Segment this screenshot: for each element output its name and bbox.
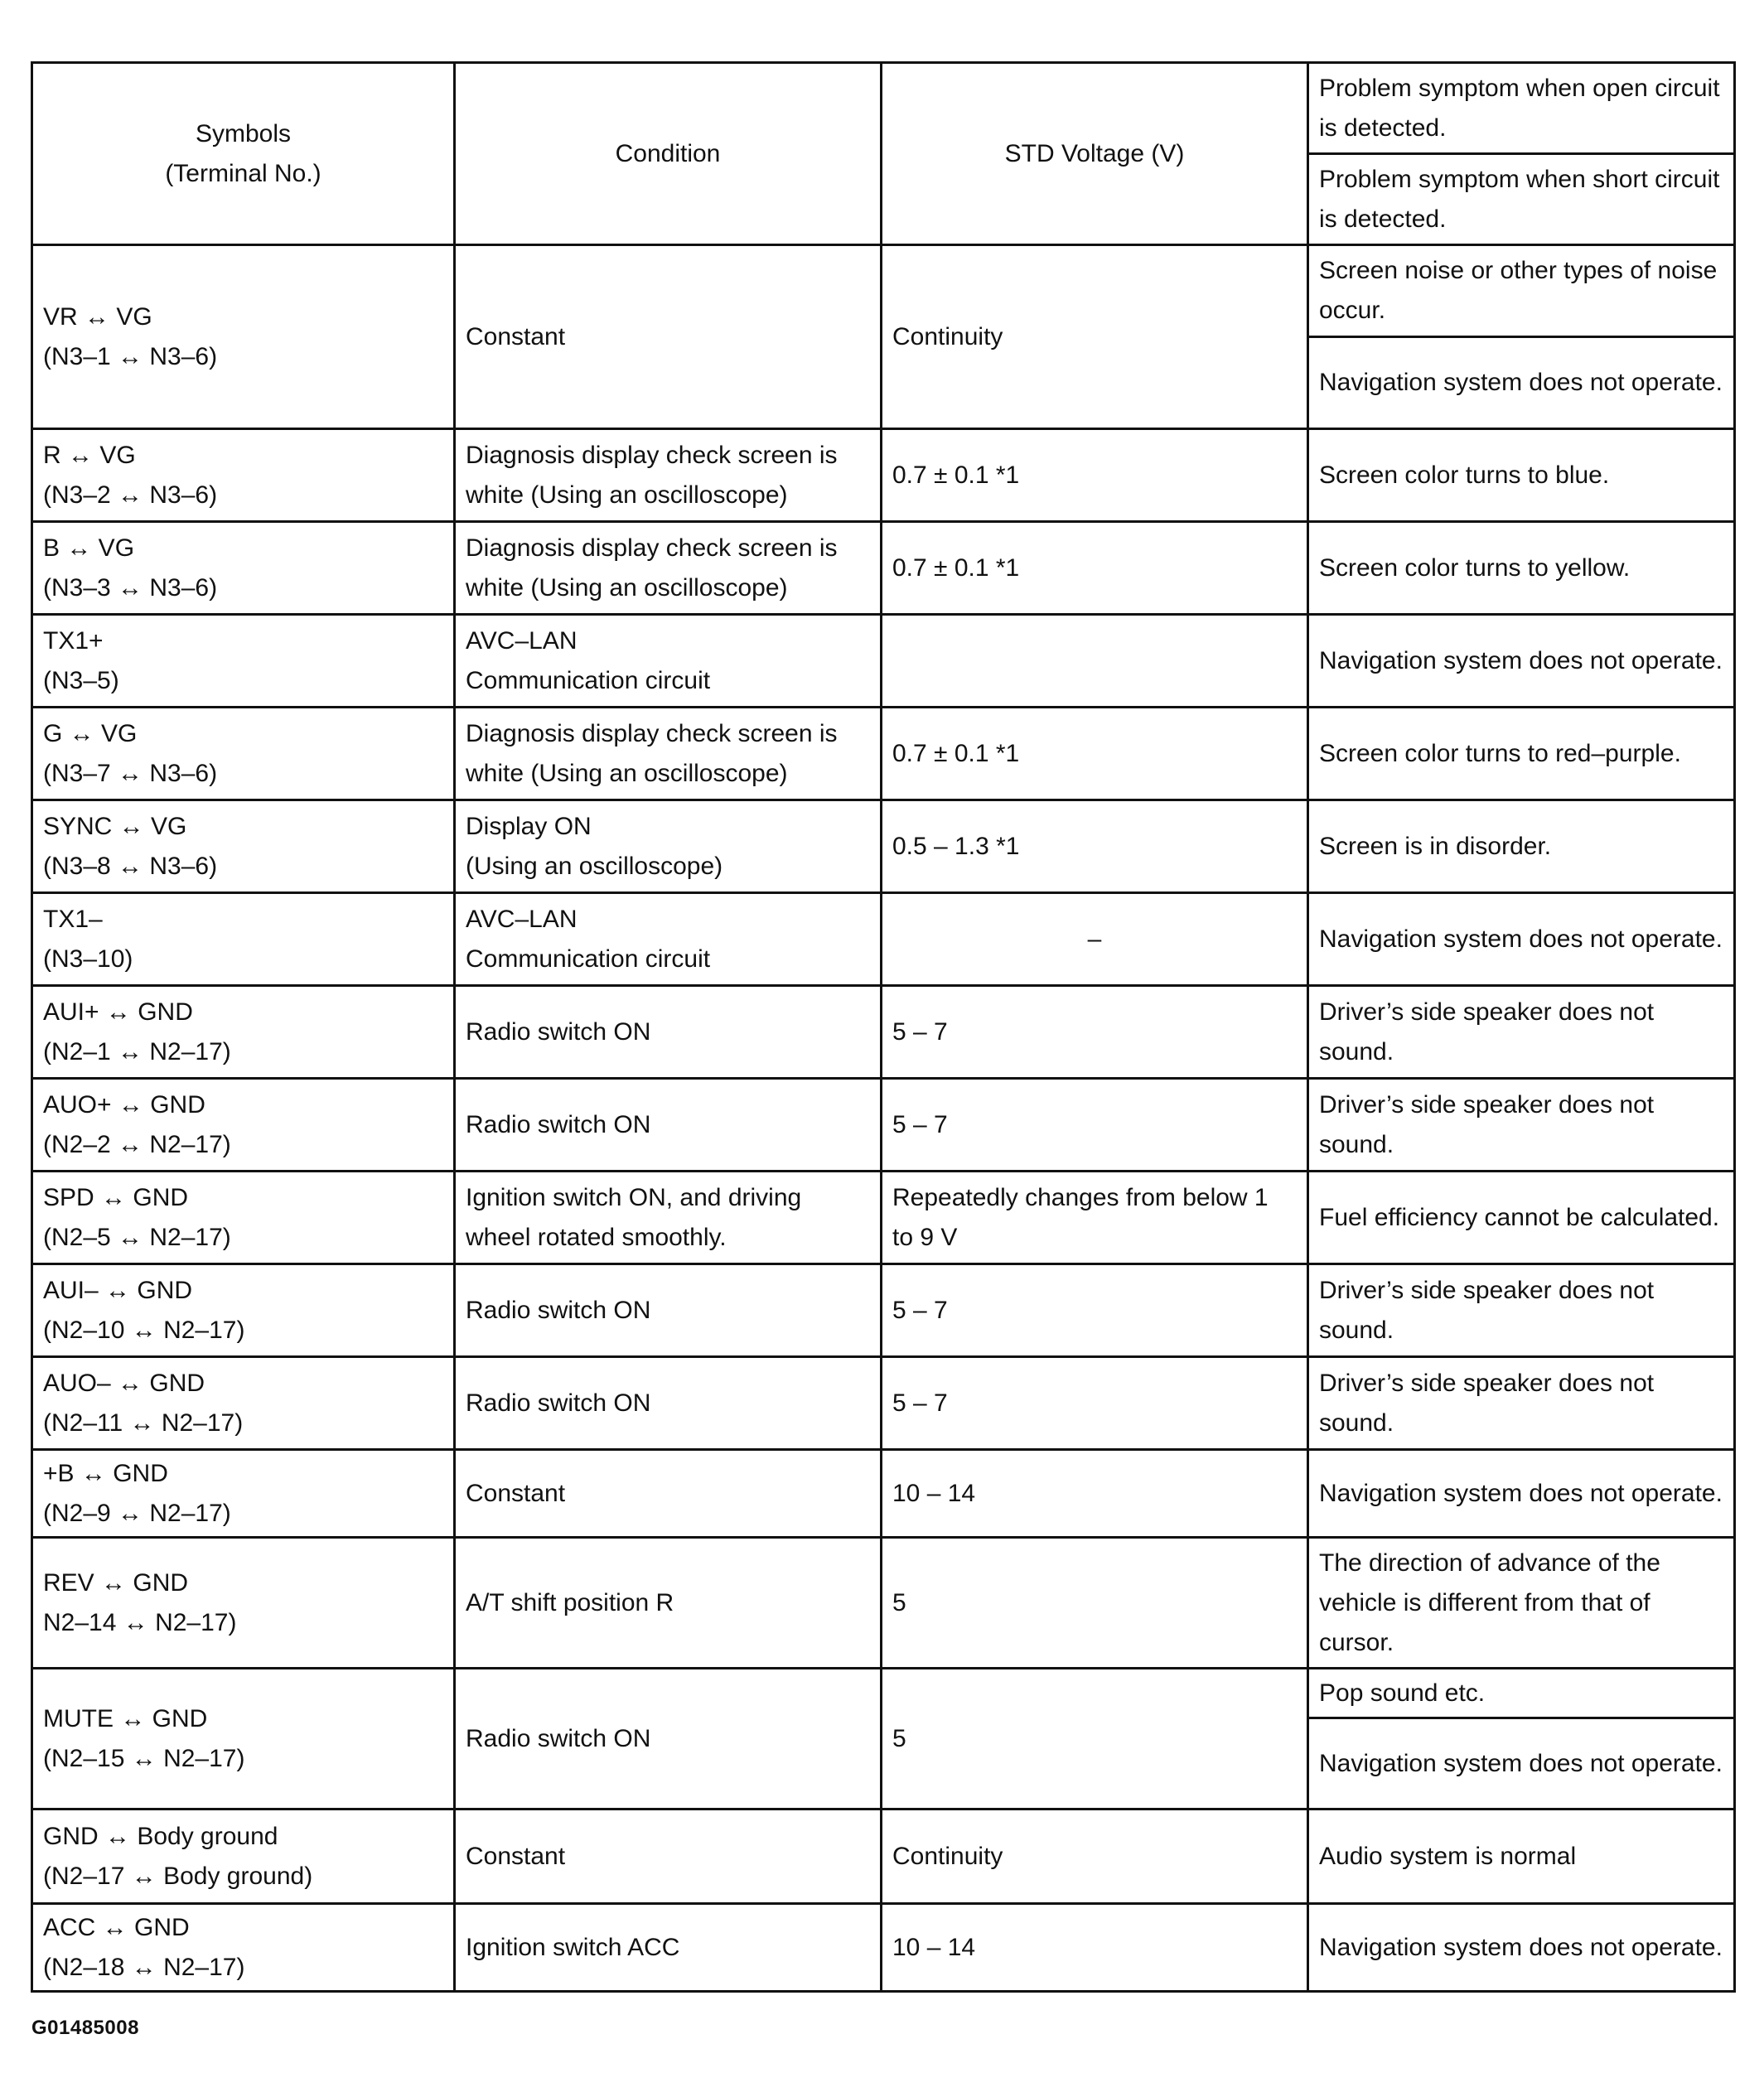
- cell-symbol: [32, 1810, 455, 1904]
- cell-symptom: Navigation system does not operate.: [1308, 337, 1735, 429]
- table-row: [32, 1810, 1735, 1904]
- symbol-line: (N2–1 ↔ N2–17): [43, 1037, 231, 1065]
- cell-condition: [455, 245, 882, 429]
- symbol-line: (N2–5 ↔ N2–17): [43, 1223, 231, 1251]
- symbol-line: SYNC ↔ VG: [43, 812, 187, 840]
- cell-symptom: Navigation system does not operate.: [1308, 893, 1735, 986]
- condition-line: Diagnosis display check screen is: [466, 534, 838, 562]
- voltage-line: Repeatedly changes from below 1: [892, 1183, 1269, 1211]
- cell-symptom: Screen color turns to yellow.: [1308, 522, 1735, 615]
- cell-voltage: [882, 1172, 1308, 1264]
- cell-symptom: Navigation system does not operate.: [1308, 1718, 1735, 1810]
- cell-symptom: The direction of advance of the vehicle is different from that of cursor.: [1308, 1538, 1735, 1669]
- cell-condition: [455, 1079, 882, 1172]
- symbol-line: TX1+: [43, 626, 104, 655]
- header-symbols-line1: Symbols: [195, 119, 292, 147]
- table-row: [32, 429, 1735, 522]
- voltage-line: Continuity: [892, 322, 1003, 350]
- cell-voltage: [882, 1669, 1308, 1810]
- symbol-line: (N3–3 ↔ N3–6): [43, 573, 218, 602]
- cell-symptom: Pop sound etc.: [1308, 1669, 1735, 1718]
- condition-line: Constant: [466, 1479, 566, 1507]
- cell-symptom: Audio system is normal: [1308, 1810, 1735, 1904]
- symbol-line: REV ↔ GND: [43, 1568, 189, 1597]
- table-row: [32, 1079, 1735, 1172]
- cell-symbol: [32, 800, 455, 893]
- table-row: [32, 1264, 1735, 1357]
- symbol-line: N2–14 ↔ N2–17): [43, 1608, 237, 1636]
- header-std-voltage: STD Voltage (V): [882, 63, 1308, 245]
- cell-voltage: [882, 1904, 1308, 1992]
- symbol-line: AUO+ ↔ GND: [43, 1090, 205, 1119]
- voltage-line: 0.7 ± 0.1 *1: [892, 739, 1020, 767]
- voltage-line: 0.5 – 1.3 *1: [892, 832, 1020, 860]
- voltage-line: 0.7 ± 0.1 *1: [892, 553, 1020, 582]
- condition-line: Radio switch ON: [466, 1110, 651, 1138]
- cell-condition: [455, 522, 882, 615]
- cell-voltage: [882, 245, 1308, 429]
- voltage-line: 5: [892, 1724, 906, 1752]
- cell-symbol: [32, 1357, 455, 1450]
- cell-symptom: Navigation system does not operate.: [1308, 1904, 1735, 1992]
- cell-symbol: [32, 615, 455, 708]
- cell-symbol: [32, 708, 455, 800]
- header-row: [32, 63, 1735, 154]
- header-symbols: [32, 63, 455, 245]
- voltage-line: 0.7 ± 0.1 *1: [892, 461, 1020, 489]
- symbol-line: ACC ↔ GND: [43, 1913, 190, 1941]
- condition-line: Radio switch ON: [466, 1389, 651, 1417]
- condition-line: Constant: [466, 322, 566, 350]
- condition-line: Ignition switch ACC: [466, 1933, 680, 1961]
- cell-symptom: Driver’s side speaker does not sound.: [1308, 1357, 1735, 1450]
- cell-symbol: [32, 1538, 455, 1669]
- cell-voltage: [882, 615, 1308, 708]
- cell-condition: [455, 429, 882, 522]
- symbol-line: TX1–: [43, 905, 103, 933]
- cell-condition: [455, 1810, 882, 1904]
- condition-line: (Using an oscilloscope): [466, 852, 723, 880]
- condition-line: wheel rotated smoothly.: [466, 1223, 727, 1251]
- cell-voltage: [882, 800, 1308, 893]
- header-symbols-line2: (Terminal No.): [165, 159, 321, 187]
- terminal-voltage-table: [31, 61, 1736, 1993]
- table-row: [32, 893, 1735, 986]
- cell-symptom: Screen color turns to red–purple.: [1308, 708, 1735, 800]
- table-row: [32, 1172, 1735, 1264]
- condition-line: Display ON: [466, 812, 592, 840]
- cell-symptom: Driver’s side speaker does not sound.: [1308, 1079, 1735, 1172]
- symbol-line: G ↔ VG: [43, 719, 138, 747]
- condition-line: Diagnosis display check screen is: [466, 441, 838, 469]
- cell-symptom: Navigation system does not operate.: [1308, 1450, 1735, 1538]
- cell-condition: [455, 800, 882, 893]
- cell-voltage: [882, 1538, 1308, 1669]
- condition-line: Communication circuit: [466, 945, 711, 973]
- header-symptom-short: Problem symptom when short circuit is detected.: [1308, 154, 1735, 245]
- cell-symptom: Screen color turns to blue.: [1308, 429, 1735, 522]
- cell-symptom: Navigation system does not operate.: [1308, 615, 1735, 708]
- table-row: [32, 1538, 1735, 1669]
- symbol-line: (N2–2 ↔ N2–17): [43, 1130, 231, 1158]
- symbol-line: AUI+ ↔ GND: [43, 998, 193, 1026]
- cell-symbol: [32, 1264, 455, 1357]
- symbol-line: B ↔ VG: [43, 534, 135, 562]
- symbol-line: (N2–18 ↔ N2–17): [43, 1953, 245, 1981]
- cell-symbol: [32, 245, 455, 429]
- table-row: [32, 1904, 1735, 1992]
- voltage-line: 5 – 7: [892, 1017, 948, 1046]
- cell-symbol: [32, 1904, 455, 1992]
- condition-line: Radio switch ON: [466, 1017, 651, 1046]
- cell-symptom: Screen noise or other types of noise occur.: [1308, 245, 1735, 337]
- symbol-line: MUTE ↔ GND: [43, 1704, 208, 1732]
- symbol-line: (N2–10 ↔ N2–17): [43, 1316, 245, 1344]
- table-row: [32, 1450, 1735, 1538]
- cell-symbol: [32, 893, 455, 986]
- header-symptom-open: Problem symptom when open circuit is detected.: [1308, 63, 1735, 154]
- condition-line: Radio switch ON: [466, 1296, 651, 1324]
- cell-symbol: [32, 522, 455, 615]
- cell-condition: [455, 708, 882, 800]
- cell-condition: [455, 1357, 882, 1450]
- symbol-line: AUO– ↔ GND: [43, 1369, 205, 1397]
- cell-voltage: [882, 1357, 1308, 1450]
- table-row: [32, 1357, 1735, 1450]
- cell-voltage: [882, 893, 1308, 986]
- cell-condition: [455, 986, 882, 1079]
- cell-voltage: [882, 1450, 1308, 1538]
- symbol-line: (N2–15 ↔ N2–17): [43, 1744, 245, 1772]
- cell-condition: [455, 1172, 882, 1264]
- table-row: [32, 245, 1735, 337]
- condition-line: white (Using an oscilloscope): [466, 481, 788, 509]
- cell-symbol: [32, 1450, 455, 1538]
- cell-symbol: [32, 1669, 455, 1810]
- cell-condition: [455, 1669, 882, 1810]
- table-row: [32, 800, 1735, 893]
- cell-condition: [455, 615, 882, 708]
- cell-symptom: Fuel efficiency cannot be calculated.: [1308, 1172, 1735, 1264]
- symbol-line: AUI– ↔ GND: [43, 1276, 193, 1304]
- condition-line: AVC–LAN: [466, 626, 578, 655]
- symbol-line: (N3–7 ↔ N3–6): [43, 759, 218, 787]
- symbol-line: GND ↔ Body ground: [43, 1822, 278, 1850]
- condition-line: Ignition switch ON, and driving: [466, 1183, 802, 1211]
- condition-line: Radio switch ON: [466, 1724, 651, 1752]
- symbol-line: (N2–9 ↔ N2–17): [43, 1499, 231, 1527]
- cell-condition: [455, 1450, 882, 1538]
- cell-symbol: [32, 986, 455, 1079]
- symbol-line: (N3–5): [43, 666, 119, 694]
- voltage-line: 5: [892, 1588, 906, 1616]
- voltage-line: 10 – 14: [892, 1479, 976, 1507]
- condition-line: AVC–LAN: [466, 905, 578, 933]
- cell-voltage: [882, 522, 1308, 615]
- cell-condition: [455, 1538, 882, 1669]
- voltage-line: to 9 V: [892, 1223, 958, 1251]
- cell-voltage: [882, 1264, 1308, 1357]
- table-row: [32, 522, 1735, 615]
- cell-voltage: [882, 1079, 1308, 1172]
- symbol-line: (N3–10): [43, 945, 133, 973]
- cell-voltage: [882, 986, 1308, 1079]
- cell-symptom: Driver’s side speaker does not sound.: [1308, 986, 1735, 1079]
- voltage-line: 5 – 7: [892, 1296, 948, 1324]
- table-row: [32, 986, 1735, 1079]
- condition-line: Diagnosis display check screen is: [466, 719, 838, 747]
- cell-symptom: Driver’s side speaker does not sound.: [1308, 1264, 1735, 1357]
- voltage-line: 5 – 7: [892, 1389, 948, 1417]
- voltage-line: 10 – 14: [892, 1933, 976, 1961]
- table-row: [32, 615, 1735, 708]
- cell-symbol: [32, 1172, 455, 1264]
- header-condition: Condition: [455, 63, 882, 245]
- cell-symptom: Screen is in disorder.: [1308, 800, 1735, 893]
- cell-voltage: [882, 708, 1308, 800]
- cell-symbol: [32, 429, 455, 522]
- cell-condition: [455, 893, 882, 986]
- symbol-line: VR ↔ VG: [43, 302, 152, 331]
- cell-voltage: [882, 429, 1308, 522]
- condition-line: white (Using an oscilloscope): [466, 573, 788, 602]
- condition-line: Constant: [466, 1842, 566, 1870]
- symbol-line: R ↔ VG: [43, 441, 136, 469]
- table-row: [32, 1669, 1735, 1718]
- condition-line: A/T shift position R: [466, 1588, 674, 1616]
- condition-line: white (Using an oscilloscope): [466, 759, 788, 787]
- symbol-line: (N3–1 ↔ N3–6): [43, 342, 218, 370]
- symbol-line: (N3–2 ↔ N3–6): [43, 481, 218, 509]
- symbol-line: +B ↔ GND: [43, 1459, 168, 1487]
- symbol-line: (N3–8 ↔ N3–6): [43, 852, 218, 880]
- table-row: [32, 708, 1735, 800]
- voltage-line: Continuity: [892, 1842, 1003, 1870]
- voltage-line: –: [1087, 925, 1102, 953]
- symbol-line: (N2–17 ↔ Body ground): [43, 1862, 313, 1890]
- symbol-line: SPD ↔ GND: [43, 1183, 189, 1211]
- cell-condition: [455, 1904, 882, 1992]
- voltage-line: 5 – 7: [892, 1110, 948, 1138]
- symbol-line: (N2–11 ↔ N2–17): [43, 1408, 244, 1437]
- table-body: [32, 63, 1735, 1992]
- cell-voltage: [882, 1810, 1308, 1904]
- cell-symbol: [32, 1079, 455, 1172]
- condition-line: Communication circuit: [466, 666, 711, 694]
- cell-condition: [455, 1264, 882, 1357]
- figure-id: G01485008: [31, 2017, 139, 2039]
